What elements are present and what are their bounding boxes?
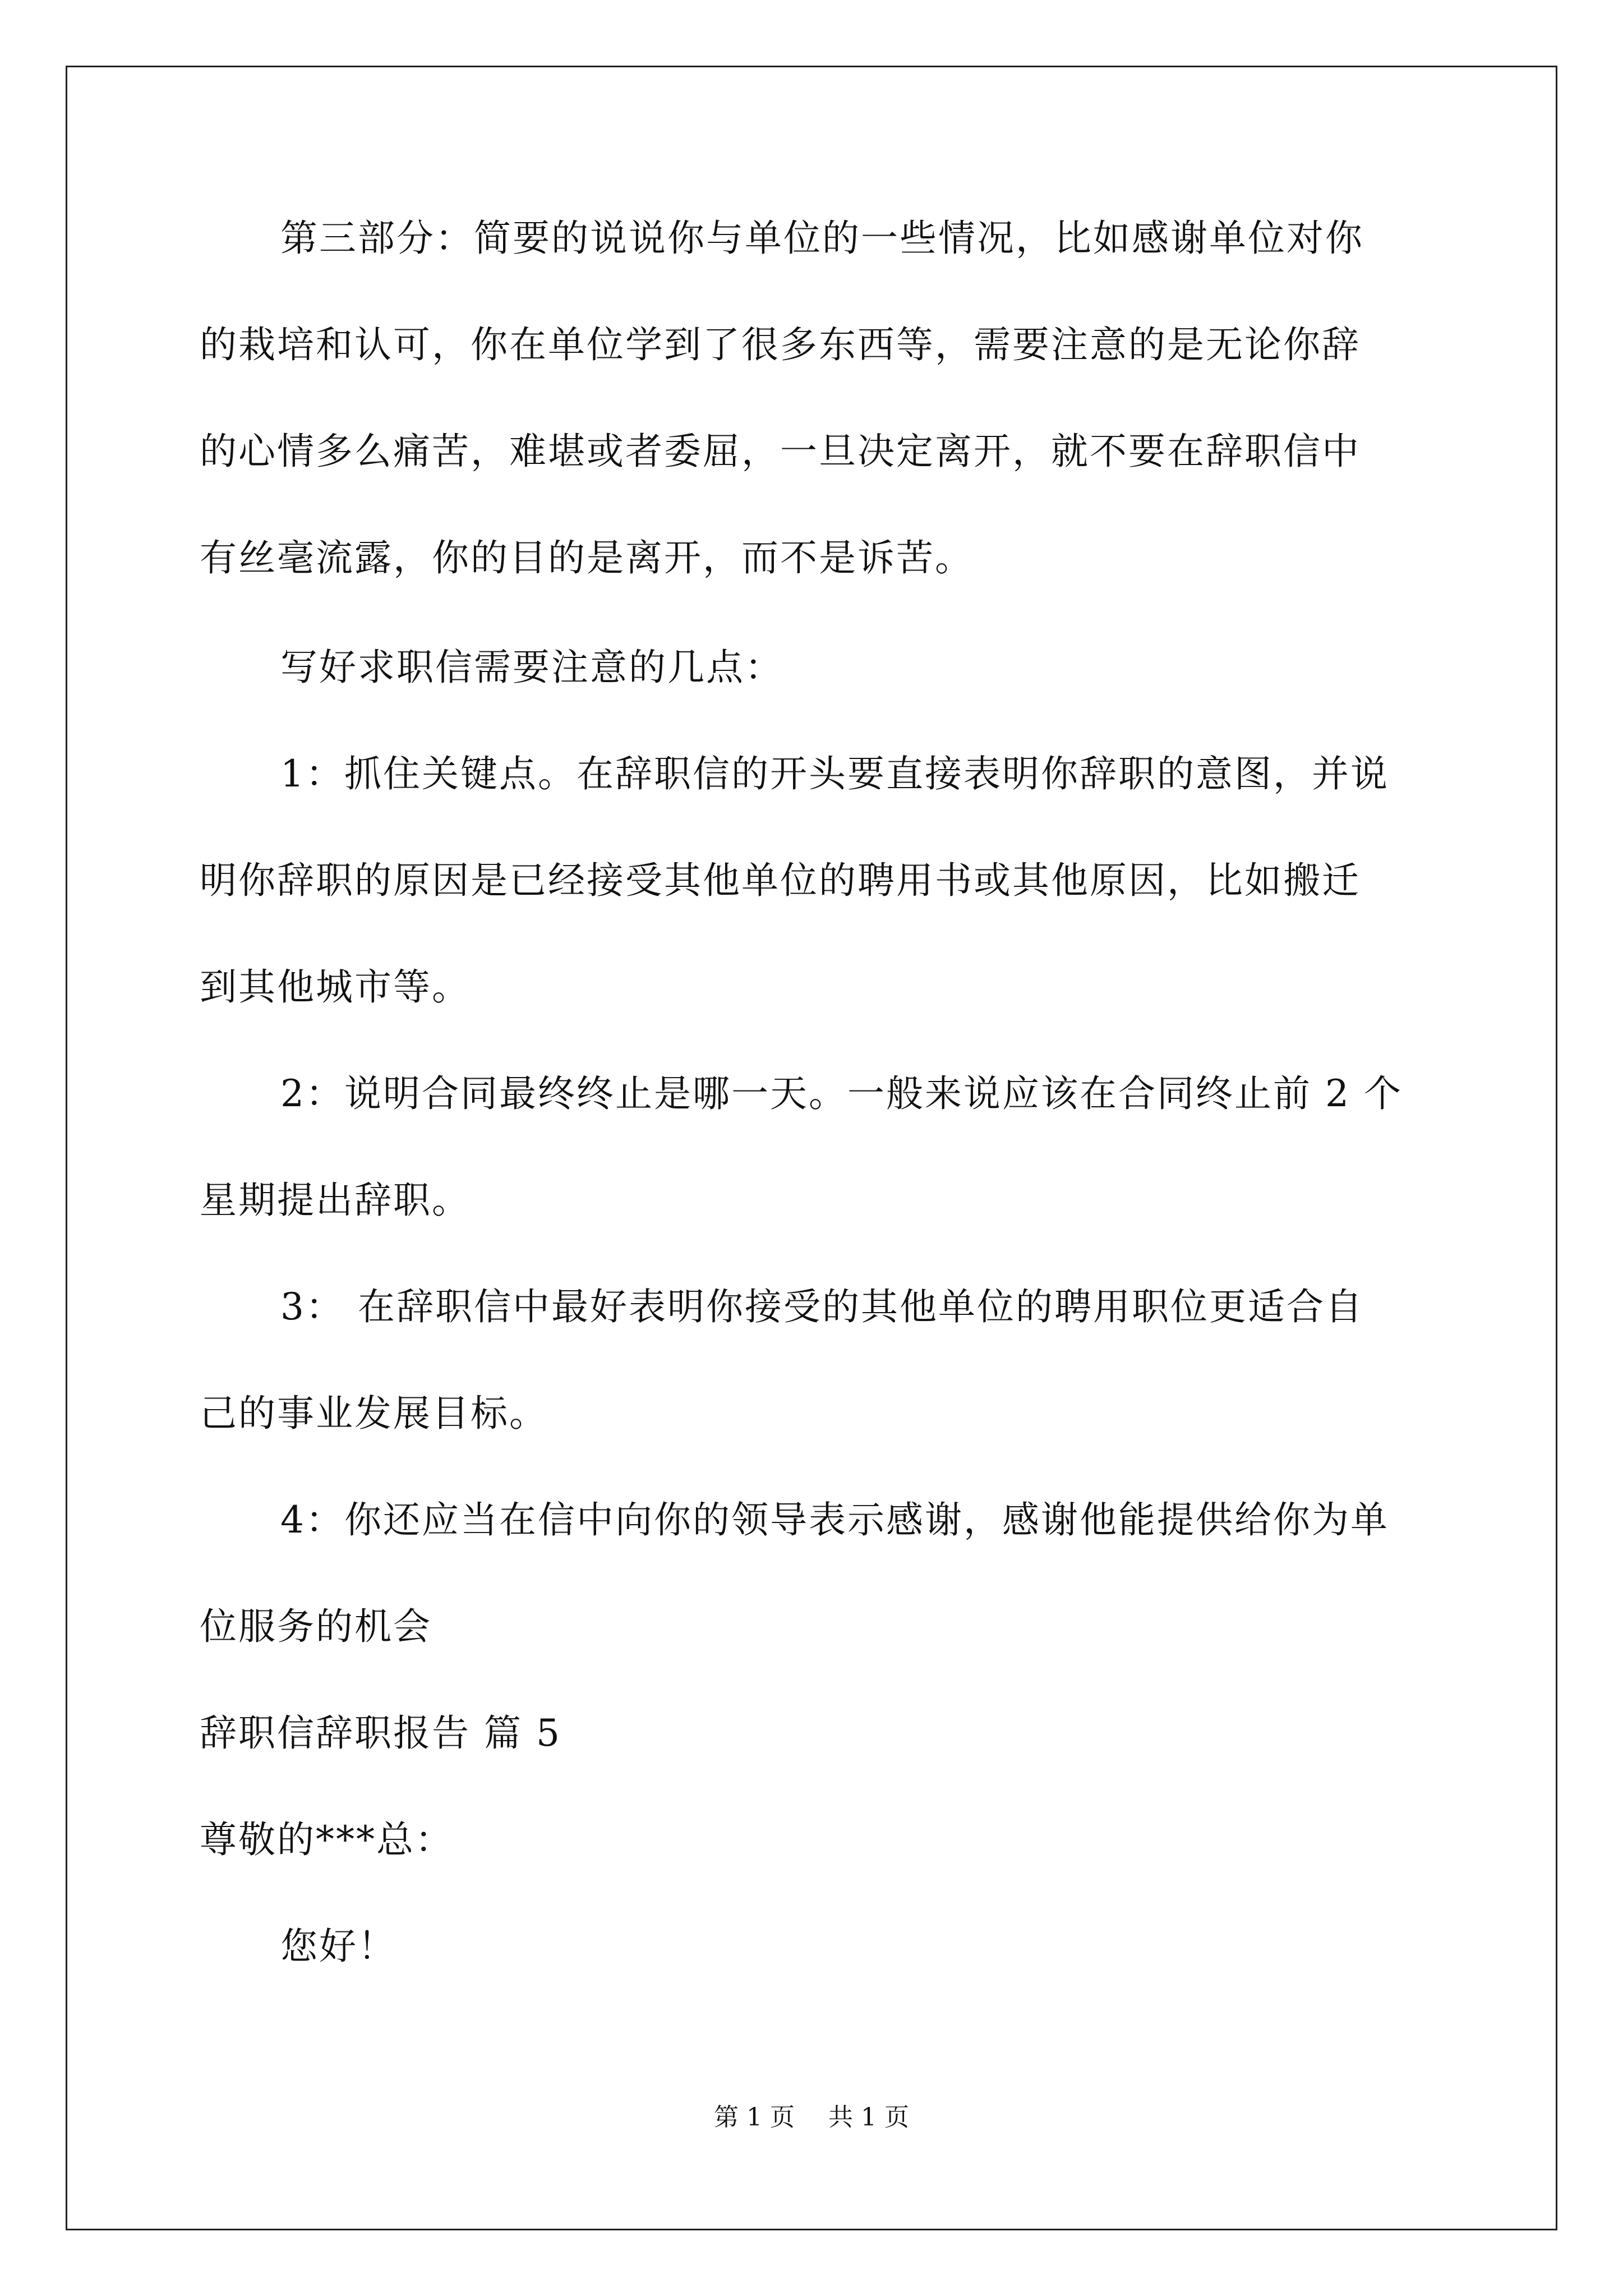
section-title: 辞职信辞职报告 篇 5	[200, 1711, 561, 1755]
list-item-1: 1：抓住关键点。在辞职信的开头要直接表明你辞职的意图，并说	[280, 752, 1389, 795]
list-item-3: 3： 在辞职信中最好表明你接受的其他单位的聘用职位更适合自	[280, 1285, 1364, 1328]
paragraph-line: 的心情多么痛苦，难堪或者委屈，一旦决定离开，就不要在辞职信中	[200, 430, 1361, 473]
paragraph-line: 明你辞职的原因是已经接受其他单位的聘用书或其他原因，比如搬迁	[200, 859, 1361, 902]
paragraph-line: 位服务的机会	[200, 1605, 432, 1648]
salutation: 尊敬的***总：	[200, 1818, 454, 1861]
paragraph-line: 到其他城市等。	[200, 965, 471, 1009]
page-number-current: 第 1 页	[714, 2103, 795, 2132]
paragraph-line: 第三部分：简要的说说你与单位的一些情况，比如感谢单位对你	[280, 217, 1364, 260]
paragraph-line: 己的事业发展目标。	[200, 1392, 548, 1435]
page-number-total: 共 1 页	[828, 2103, 909, 2132]
paragraph-line: 的栽培和认可，你在单位学到了很多东西等，需要注意的是无论你辞	[200, 323, 1361, 366]
list-item-2: 2：说明合同最终终止是哪一天。一般来说应该在合同终止前 2 个	[280, 1072, 1403, 1115]
greeting: 您好！	[280, 1925, 396, 1968]
section-heading: 写好求职信需要注意的几点：	[280, 646, 783, 689]
paragraph-line: 星期提出辞职。	[200, 1179, 471, 1222]
page-footer	[0, 2101, 1623, 2134]
list-item-4: 4：你还应当在信中向你的领导表示感谢，感谢他能提供给你为单	[280, 1498, 1389, 1542]
paragraph-line: 有丝毫流露，你的目的是离开，而不是诉苦。	[200, 536, 974, 579]
page-border	[66, 66, 1557, 2230]
